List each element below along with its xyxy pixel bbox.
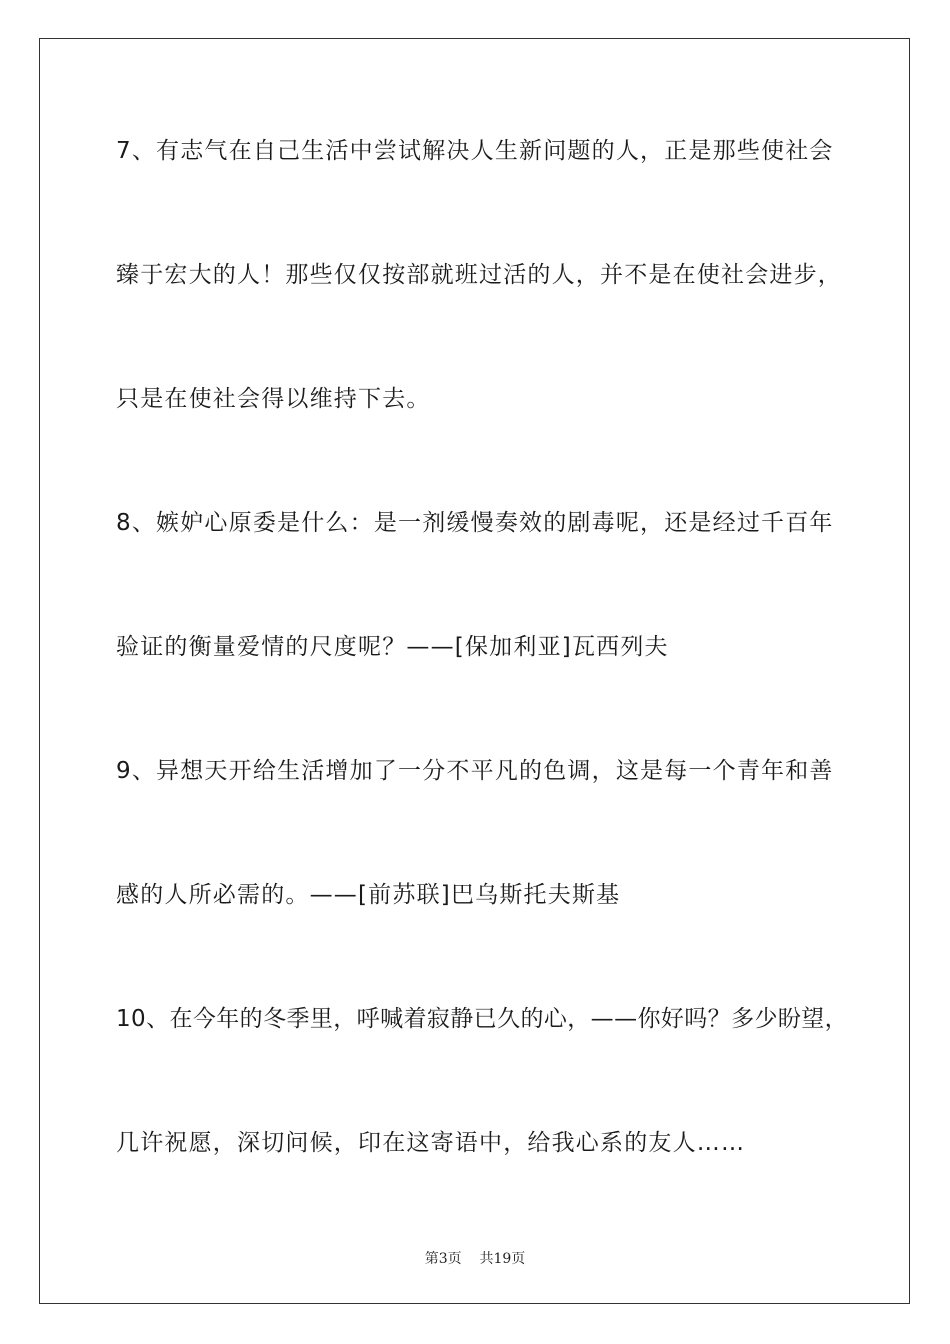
- page-number: 第3页: [424, 1251, 462, 1267]
- text-line: 臻于宏大的人！那些仅仅按部就班过活的人，并不是在使社会进步，: [116, 262, 842, 288]
- page-border: [39, 38, 910, 1304]
- page-footer: [0, 1248, 950, 1268]
- text-line: 验证的衡量爱情的尺度呢？——[保加利亚]瓦西列夫: [116, 634, 669, 660]
- text-line: 几许祝愿，深切问候，印在这寄语中，给我心系的友人……: [116, 1130, 746, 1156]
- text-line: 感的人所必需的。——[前苏联]巴乌斯托夫斯基: [116, 882, 621, 908]
- page-total: 共19页: [479, 1251, 526, 1267]
- text-line: 只是在使社会得以维持下去。: [116, 386, 431, 412]
- text-line: 7、有志气在自己生活中尝试解决人生新问题的人，正是那些使社会: [116, 138, 834, 164]
- text-line: 9、异想天开给生活增加了一分不平凡的色调，这是每一个青年和善: [116, 758, 834, 784]
- text-line: 10、在今年的冬季里，呼喊着寂静已久的心，——你好吗？多少盼望，: [116, 1006, 849, 1032]
- text-line: 8、嫉妒心原委是什么：是一剂缓慢奏效的剧毒呢，还是经过千百年: [116, 510, 834, 536]
